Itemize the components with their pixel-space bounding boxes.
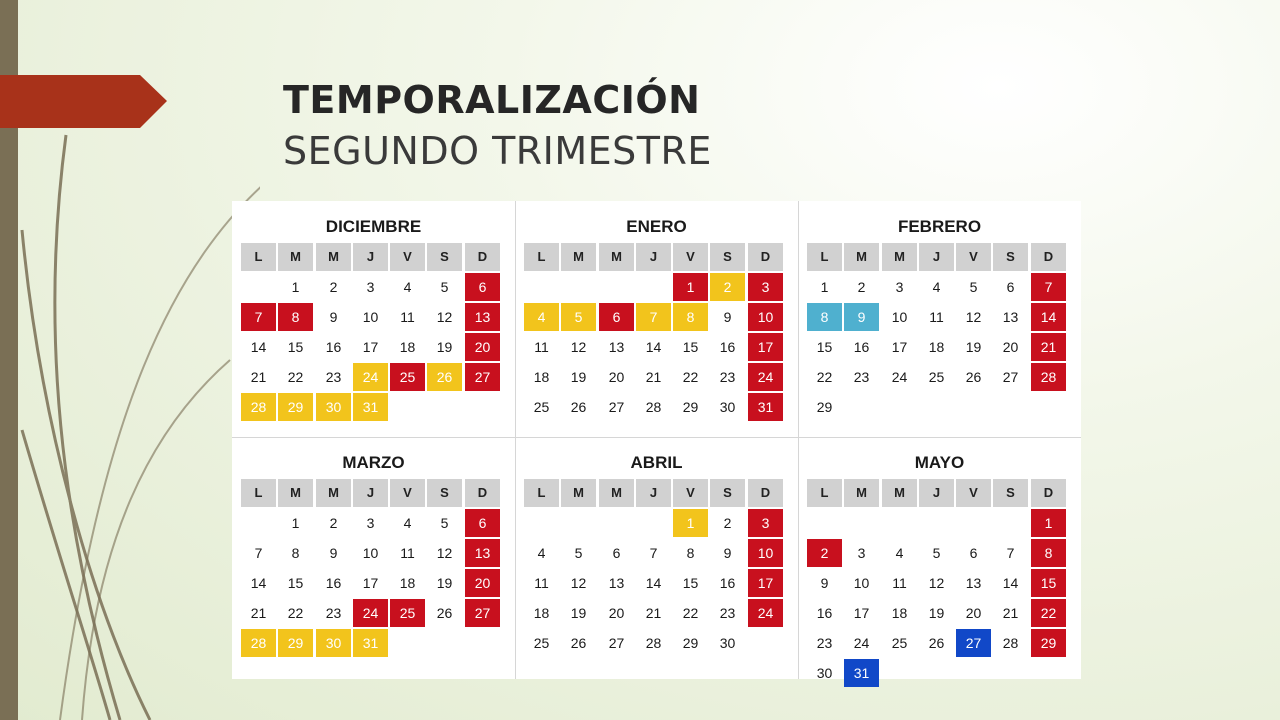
day-cell: 11 [892, 575, 907, 591]
day-cell: 17 [748, 333, 783, 361]
month-abril [515, 437, 798, 676]
weekday-header: M [882, 243, 917, 271]
day-cell: 27 [1002, 369, 1019, 385]
day-cell: 21 [1002, 605, 1019, 621]
day-cell: 10 [748, 539, 783, 567]
day-cell: 7 [1031, 273, 1066, 301]
day-cell: 18 [928, 339, 945, 355]
day-cell: 23 [325, 369, 342, 385]
day-cell: 22 [682, 605, 699, 621]
day-cell: 11 [400, 309, 415, 325]
day-cell: 16 [325, 575, 342, 591]
day-cell: 30 [816, 665, 833, 681]
day-cell: 24 [748, 363, 783, 391]
day-cell: 29 [682, 635, 699, 651]
day-cell: 15 [682, 575, 699, 591]
day-cell: 7 [254, 545, 263, 561]
day-cell: 19 [570, 369, 587, 385]
day-cell: 14 [1031, 303, 1066, 331]
day-cell: 13 [965, 575, 982, 591]
day-cell: 23 [325, 605, 342, 621]
weekday-header: S [710, 479, 745, 507]
day-cell: 3 [366, 279, 375, 295]
day-cell: 24 [891, 369, 908, 385]
weekday-header: V [390, 479, 425, 507]
weekday-header: J [636, 243, 671, 271]
weekday-header: J [353, 243, 388, 271]
day-cell: 5 [440, 515, 449, 531]
day-cell: 30 [316, 629, 351, 657]
weekday-header: M [844, 479, 879, 507]
day-cell: 17 [853, 605, 870, 621]
day-cell: 27 [608, 399, 625, 415]
day-cell: 31 [748, 393, 783, 421]
day-cell: 17 [362, 575, 379, 591]
weekday-header: M [599, 479, 634, 507]
day-cell: 3 [748, 509, 783, 537]
day-cell: 28 [241, 393, 276, 421]
day-cell: 31 [353, 393, 388, 421]
day-cell: 14 [1002, 575, 1019, 591]
day-cell: 18 [891, 605, 908, 621]
month-febrero [798, 201, 1081, 440]
day-cell: 4 [403, 515, 412, 531]
day-cell: 25 [533, 399, 550, 415]
day-cell: 17 [748, 569, 783, 597]
day-cell: 29 [278, 393, 313, 421]
day-cell: 16 [719, 575, 736, 591]
day-cell: 30 [316, 393, 351, 421]
weekday-header: M [278, 243, 313, 271]
day-cell: 11 [929, 309, 944, 325]
day-cell: 17 [362, 339, 379, 355]
day-cell: 17 [891, 339, 908, 355]
day-cell: 26 [965, 369, 982, 385]
day-cell: 29 [278, 629, 313, 657]
day-cell: 27 [956, 629, 991, 657]
day-cell: 13 [465, 303, 500, 331]
day-cell: 18 [399, 575, 416, 591]
day-cell: 9 [723, 545, 732, 561]
day-cell: 20 [965, 605, 982, 621]
day-cell: 12 [570, 575, 587, 591]
day-cell: 24 [353, 363, 388, 391]
day-cell: 3 [857, 545, 866, 561]
weekday-header: D [465, 243, 500, 271]
title-arrow-shape [0, 75, 167, 128]
day-cell: 26 [427, 363, 462, 391]
day-cell: 29 [682, 399, 699, 415]
weekday-header: L [524, 243, 559, 271]
weekday-header: M [278, 479, 313, 507]
weekday-header: V [956, 243, 991, 271]
day-cell: 20 [465, 333, 500, 361]
day-cell: 13 [1002, 309, 1019, 325]
day-cell: 21 [645, 369, 662, 385]
day-cell: 3 [895, 279, 904, 295]
day-cell: 2 [710, 273, 745, 301]
day-cell: 31 [844, 659, 879, 687]
month-enero [515, 201, 798, 440]
day-cell: 2 [807, 539, 842, 567]
day-cell: 23 [816, 635, 833, 651]
day-cell: 4 [403, 279, 412, 295]
day-cell: 20 [608, 369, 625, 385]
day-cell: 6 [465, 273, 500, 301]
weekday-header: V [390, 243, 425, 271]
day-cell: 6 [969, 545, 978, 561]
day-cell: 1 [1031, 509, 1066, 537]
weekday-header: L [241, 243, 276, 271]
day-cell: 25 [533, 635, 550, 651]
day-cell: 9 [844, 303, 879, 331]
weekday-header: S [710, 243, 745, 271]
day-cell: 19 [436, 339, 453, 355]
day-cell: 9 [329, 309, 338, 325]
month-name: MAYO [914, 453, 965, 472]
day-cell: 27 [465, 599, 500, 627]
day-cell: 13 [608, 339, 625, 355]
day-cell: 2 [857, 279, 866, 295]
day-cell: 22 [1031, 599, 1066, 627]
day-cell: 9 [329, 545, 338, 561]
day-cell: 11 [400, 545, 415, 561]
day-cell: 30 [719, 635, 736, 651]
day-cell: 18 [399, 339, 416, 355]
day-cell: 15 [816, 339, 833, 355]
title-main: TEMPORALIZACIÓN [283, 78, 701, 122]
day-cell: 5 [440, 279, 449, 295]
day-cell: 7 [241, 303, 276, 331]
day-cell: 6 [1006, 279, 1015, 295]
weekday-header: D [1031, 243, 1066, 271]
day-cell: 12 [436, 545, 453, 561]
day-cell: 12 [965, 309, 982, 325]
day-cell: 19 [965, 339, 982, 355]
weekday-header: J [636, 479, 671, 507]
weekday-header: S [993, 479, 1028, 507]
day-cell: 20 [465, 569, 500, 597]
weekday-header: L [807, 479, 842, 507]
month-name: ENERO [626, 217, 687, 236]
day-cell: 6 [599, 303, 634, 331]
day-cell: 27 [465, 363, 500, 391]
day-cell: 6 [465, 509, 500, 537]
weekday-header: M [316, 479, 351, 507]
day-cell: 25 [891, 635, 908, 651]
weekday-header: L [241, 479, 276, 507]
day-cell: 12 [436, 309, 453, 325]
day-cell: 28 [645, 399, 662, 415]
month-name: ABRIL [630, 453, 683, 472]
day-cell: 12 [928, 575, 945, 591]
day-cell: 22 [287, 369, 304, 385]
day-cell: 20 [608, 605, 625, 621]
weekday-header: M [599, 243, 634, 271]
day-cell: 31 [353, 629, 388, 657]
day-cell: 29 [816, 399, 833, 415]
day-cell: 1 [673, 273, 708, 301]
month-marzo [232, 437, 515, 676]
day-cell: 5 [574, 545, 583, 561]
weekday-header: M [561, 243, 596, 271]
day-cell: 10 [891, 309, 908, 325]
day-cell: 23 [719, 605, 736, 621]
weekday-header: J [353, 479, 388, 507]
day-cell: 21 [1031, 333, 1066, 361]
weekday-header: L [524, 479, 559, 507]
day-cell: 1 [820, 279, 829, 295]
day-cell: 2 [329, 279, 338, 295]
day-cell: 11 [534, 575, 549, 591]
day-cell: 10 [748, 303, 783, 331]
day-cell: 7 [1006, 545, 1015, 561]
weekday-header: V [673, 243, 708, 271]
day-cell: 10 [853, 575, 870, 591]
day-cell: 2 [329, 515, 338, 531]
day-cell: 28 [241, 629, 276, 657]
day-cell: 28 [1031, 363, 1066, 391]
weekday-header: J [919, 243, 954, 271]
day-cell: 6 [612, 545, 621, 561]
weekday-header: M [316, 243, 351, 271]
day-cell: 12 [570, 339, 587, 355]
day-cell: 16 [325, 339, 342, 355]
weekday-header: M [882, 479, 917, 507]
day-cell: 27 [608, 635, 625, 651]
day-cell: 26 [436, 605, 453, 621]
day-cell: 29 [1031, 629, 1066, 657]
day-cell: 16 [816, 605, 833, 621]
day-cell: 23 [853, 369, 870, 385]
day-cell: 4 [524, 303, 559, 331]
day-cell: 24 [353, 599, 388, 627]
weekday-header: D [465, 479, 500, 507]
day-cell: 22 [682, 369, 699, 385]
day-cell: 15 [682, 339, 699, 355]
month-mayo [798, 437, 1081, 681]
weekday-header: D [748, 479, 783, 507]
weekday-header: S [427, 243, 462, 271]
day-cell: 19 [436, 575, 453, 591]
day-cell: 8 [1031, 539, 1066, 567]
day-cell: 7 [649, 545, 658, 561]
day-cell: 13 [608, 575, 625, 591]
day-cell: 7 [636, 303, 671, 331]
day-cell: 11 [534, 339, 549, 355]
day-cell: 10 [362, 309, 379, 325]
weekday-header: J [919, 479, 954, 507]
day-cell: 22 [816, 369, 833, 385]
day-cell: 4 [932, 279, 941, 295]
day-cell: 18 [533, 605, 550, 621]
day-cell: 4 [537, 545, 546, 561]
month-name: DICIEMBRE [325, 217, 422, 236]
weekday-header: S [427, 479, 462, 507]
day-cell: 3 [366, 515, 375, 531]
day-cell: 5 [969, 279, 978, 295]
day-cell: 9 [723, 309, 732, 325]
day-cell: 1 [291, 279, 300, 295]
month-name: MARZO [342, 453, 405, 472]
day-cell: 21 [645, 605, 662, 621]
day-cell: 25 [390, 363, 425, 391]
month-diciembre [232, 201, 515, 440]
day-cell: 28 [645, 635, 662, 651]
weekday-header: S [993, 243, 1028, 271]
day-cell: 8 [278, 303, 313, 331]
day-cell: 2 [723, 515, 732, 531]
day-cell: 15 [287, 339, 304, 355]
day-cell: 22 [287, 605, 304, 621]
slide-title [283, 76, 712, 178]
day-cell: 13 [465, 539, 500, 567]
day-cell: 19 [570, 605, 587, 621]
day-cell: 14 [645, 575, 662, 591]
day-cell: 19 [928, 605, 945, 621]
day-cell: 8 [673, 303, 708, 331]
day-cell: 25 [390, 599, 425, 627]
weekday-header: V [673, 479, 708, 507]
day-cell: 4 [895, 545, 904, 561]
day-cell: 8 [291, 545, 300, 561]
day-cell: 24 [853, 635, 870, 651]
day-cell: 25 [928, 369, 945, 385]
day-cell: 21 [250, 369, 267, 385]
day-cell: 8 [807, 303, 842, 331]
day-cell: 14 [250, 339, 267, 355]
day-cell: 15 [1031, 569, 1066, 597]
weekday-header: D [748, 243, 783, 271]
weekday-header: M [561, 479, 596, 507]
day-cell: 26 [570, 635, 587, 651]
day-cell: 1 [673, 509, 708, 537]
day-cell: 5 [561, 303, 596, 331]
weekday-header: D [1031, 479, 1066, 507]
day-cell: 9 [820, 575, 829, 591]
day-cell: 3 [748, 273, 783, 301]
day-cell: 14 [250, 575, 267, 591]
weekday-header: L [807, 243, 842, 271]
day-cell: 15 [287, 575, 304, 591]
day-cell: 16 [853, 339, 870, 355]
month-name: FEBRERO [897, 217, 982, 236]
day-cell: 30 [719, 399, 736, 415]
day-cell: 10 [362, 545, 379, 561]
day-cell: 24 [748, 599, 783, 627]
day-cell: 1 [291, 515, 300, 531]
day-cell: 26 [928, 635, 945, 651]
day-cell: 14 [645, 339, 662, 355]
title-subtitle: SEGUNDO TRIMESTRE [283, 129, 712, 173]
day-cell: 21 [250, 605, 267, 621]
day-cell: 28 [1002, 635, 1019, 651]
day-cell: 5 [932, 545, 941, 561]
day-cell: 26 [570, 399, 587, 415]
day-cell: 8 [686, 545, 695, 561]
calendar-panel [232, 201, 1081, 679]
day-cell: 18 [533, 369, 550, 385]
day-cell: 23 [719, 369, 736, 385]
day-cell: 16 [719, 339, 736, 355]
day-cell: 20 [1002, 339, 1019, 355]
weekday-header: M [844, 243, 879, 271]
weekday-header: V [956, 479, 991, 507]
